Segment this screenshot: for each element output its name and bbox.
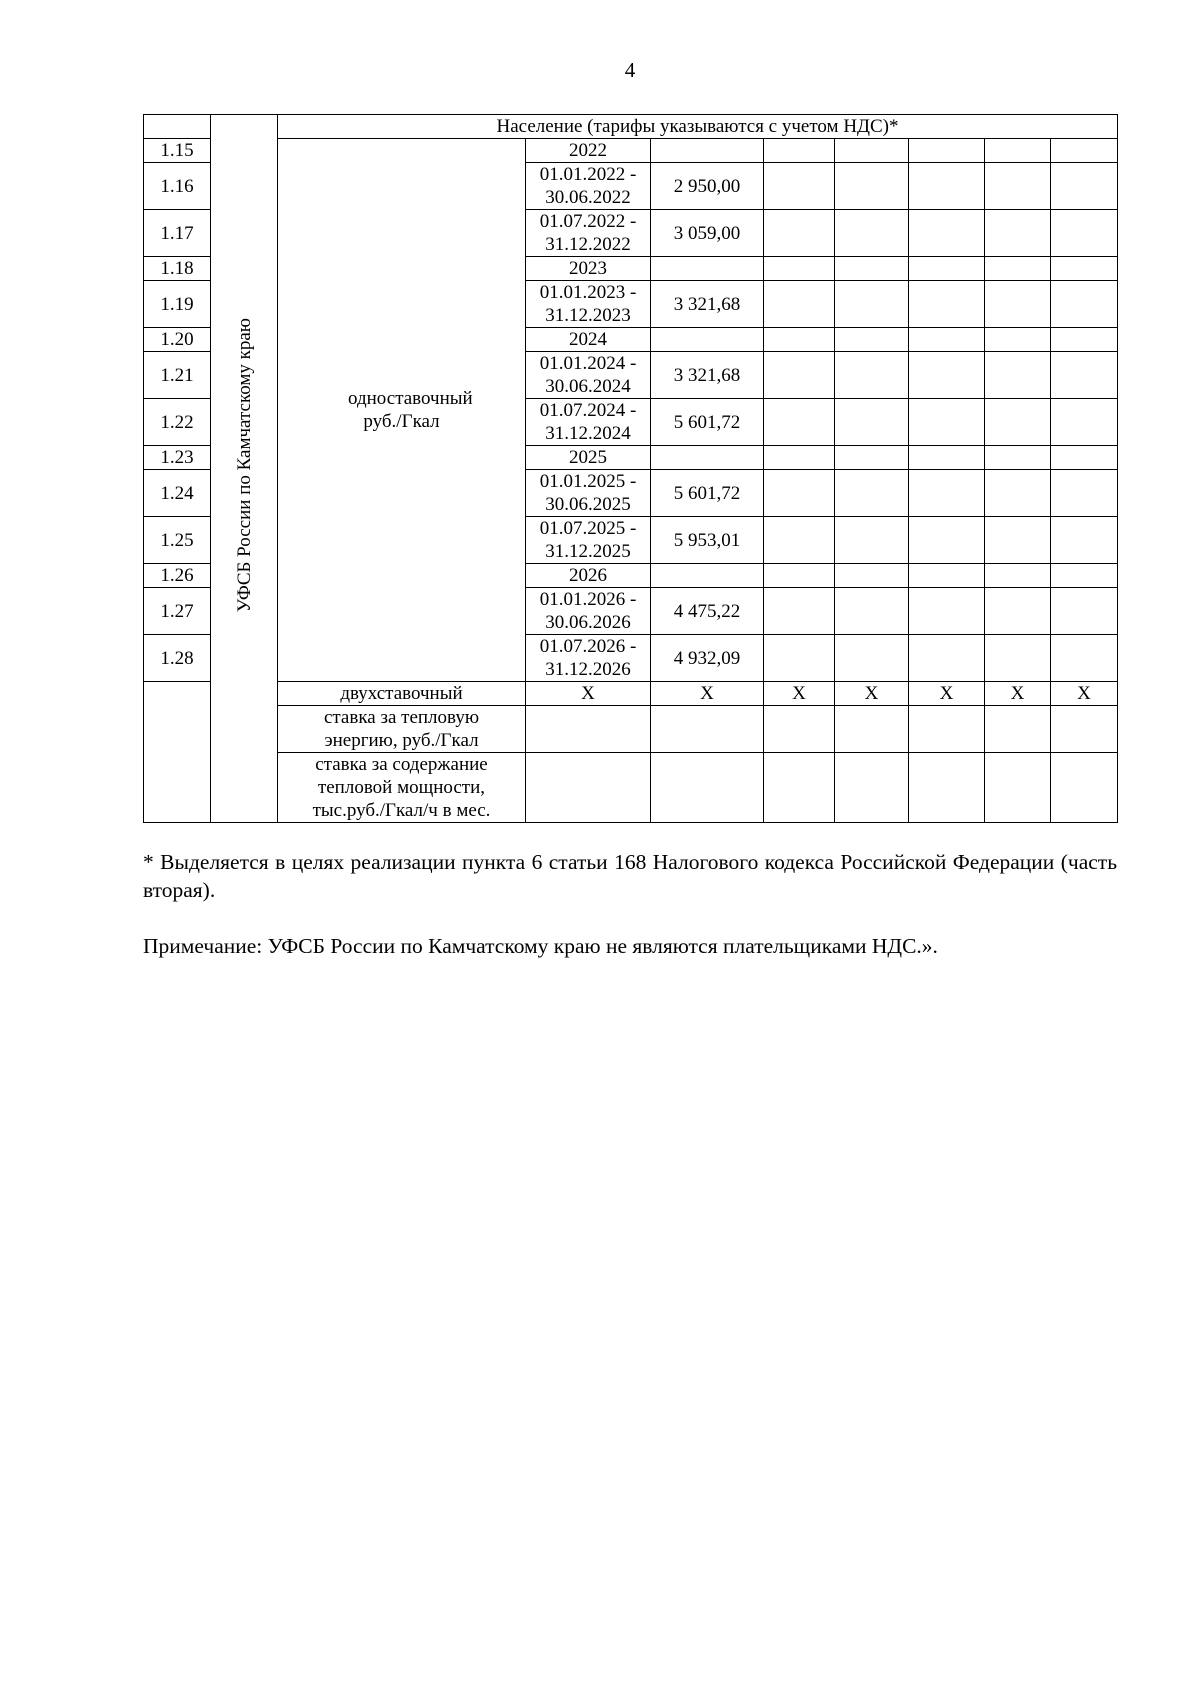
empty-cell (835, 163, 909, 210)
tariff-value: 3 321,68 (651, 281, 764, 328)
row-number: 1.18 (144, 257, 211, 281)
empty-cell (764, 163, 835, 210)
empty-cell (526, 753, 651, 823)
row-number: 1.19 (144, 281, 211, 328)
period-cell: 01.07.2026 - 31.12.2026 (526, 635, 651, 682)
empty-cell (909, 163, 985, 210)
empty-cell (1051, 139, 1118, 163)
empty-cell (835, 352, 909, 399)
empty-cell (651, 706, 764, 753)
tariff-table (143, 114, 1118, 823)
empty-cell (835, 257, 909, 281)
empty-cell (1051, 635, 1118, 682)
tariff-value: 4 932,09 (651, 635, 764, 682)
empty-cell (909, 753, 985, 823)
tariff-value (651, 328, 764, 352)
empty-cell (1051, 588, 1118, 635)
empty-cell (764, 257, 835, 281)
tariff-value: 5 601,72 (651, 470, 764, 517)
empty-cell (835, 588, 909, 635)
empty-num-cell (144, 115, 211, 139)
period-cell: 01.07.2025 - 31.12.2025 (526, 517, 651, 564)
period-cell: 2025 (526, 446, 651, 470)
empty-cell (1051, 352, 1118, 399)
empty-cell (764, 588, 835, 635)
section-header: Население (тарифы указываются с учетом НДС)* (278, 115, 1118, 139)
empty-cell (835, 564, 909, 588)
empty-cell (764, 352, 835, 399)
empty-cell (764, 706, 835, 753)
two-rate-row (144, 682, 1118, 706)
period-cell: 2023 (526, 257, 651, 281)
energy-rate-label: ставка за тепловую энергию, руб./Гкал (278, 706, 526, 753)
empty-cell (835, 328, 909, 352)
x-mark: X (526, 682, 651, 706)
org-label: УФСБ России по Камчатскому краю (233, 318, 255, 613)
empty-cell (985, 328, 1051, 352)
empty-cell (985, 588, 1051, 635)
empty-cell (909, 139, 985, 163)
period-cell: 2022 (526, 139, 651, 163)
empty-cell (1051, 470, 1118, 517)
period-cell: 2026 (526, 564, 651, 588)
period-cell: 01.01.2022 - 30.06.2022 (526, 163, 651, 210)
tariff-value (651, 446, 764, 470)
section-header-row (144, 115, 1118, 139)
empty-cell (985, 564, 1051, 588)
row-number: 1.23 (144, 446, 211, 470)
empty-cell (985, 517, 1051, 564)
period-cell: 01.01.2024 - 30.06.2024 (526, 352, 651, 399)
period-cell: 01.01.2025 - 30.06.2025 (526, 470, 651, 517)
empty-cell (1051, 517, 1118, 564)
capacity-rate-row (144, 753, 1118, 823)
footnote: * Выделяется в целях реализации пункта 6 статьи 168 Налогового кодекса Российской Федерации (часть вторая). (143, 850, 1117, 902)
single-rate-label: одноставочный руб./Гкал (278, 139, 526, 682)
empty-cell (985, 399, 1051, 446)
empty-cell (909, 564, 985, 588)
x-mark: X (1051, 682, 1118, 706)
x-mark: X (835, 682, 909, 706)
empty-num-cell (144, 682, 211, 823)
empty-cell (764, 139, 835, 163)
empty-cell (1051, 753, 1118, 823)
empty-cell (985, 446, 1051, 470)
row-number: 1.16 (144, 163, 211, 210)
tariff-value: 3 059,00 (651, 210, 764, 257)
empty-cell (909, 257, 985, 281)
empty-cell (1051, 281, 1118, 328)
empty-cell (1051, 446, 1118, 470)
empty-cell (835, 470, 909, 517)
empty-cell (985, 753, 1051, 823)
empty-cell (1051, 399, 1118, 446)
empty-cell (1051, 257, 1118, 281)
empty-cell (909, 588, 985, 635)
empty-cell (985, 163, 1051, 210)
empty-cell (1051, 163, 1118, 210)
empty-cell (1051, 564, 1118, 588)
x-mark: X (651, 682, 764, 706)
period-cell: 01.01.2023 - 31.12.2023 (526, 281, 651, 328)
row-number: 1.17 (144, 210, 211, 257)
empty-cell (835, 139, 909, 163)
empty-cell (835, 753, 909, 823)
empty-cell (764, 753, 835, 823)
tariff-value (651, 257, 764, 281)
empty-cell (985, 706, 1051, 753)
empty-cell (835, 635, 909, 682)
x-mark: X (764, 682, 835, 706)
empty-cell (985, 281, 1051, 328)
empty-cell (835, 281, 909, 328)
period-cell: 01.07.2024 - 31.12.2024 (526, 399, 651, 446)
empty-cell (764, 564, 835, 588)
row-number: 1.28 (144, 635, 211, 682)
empty-cell (909, 328, 985, 352)
empty-cell (985, 470, 1051, 517)
empty-cell (909, 352, 985, 399)
row-number: 1.21 (144, 352, 211, 399)
empty-cell (1051, 328, 1118, 352)
empty-cell (985, 139, 1051, 163)
org-cell (211, 115, 278, 823)
empty-cell (909, 470, 985, 517)
empty-cell (764, 210, 835, 257)
period-cell: 01.01.2026 - 30.06.2026 (526, 588, 651, 635)
empty-cell (985, 210, 1051, 257)
tariff-value: 2 950,00 (651, 163, 764, 210)
period-cell: 01.07.2022 - 31.12.2022 (526, 210, 651, 257)
x-mark: X (909, 682, 985, 706)
two-rate-label: двухставочный (278, 682, 526, 706)
tariff-value: 3 321,68 (651, 352, 764, 399)
empty-cell (835, 210, 909, 257)
empty-cell (764, 470, 835, 517)
tariff-value: 5 953,01 (651, 517, 764, 564)
empty-cell (909, 706, 985, 753)
capacity-rate-label: ставка за содержание тепловой мощности, тыс.руб./Гкал/ч в мес. (278, 753, 526, 823)
tariff-value (651, 139, 764, 163)
row-number: 1.25 (144, 517, 211, 564)
period-cell: 2024 (526, 328, 651, 352)
empty-cell (526, 706, 651, 753)
empty-cell (985, 635, 1051, 682)
empty-cell (764, 517, 835, 564)
tariff-value (651, 564, 764, 588)
tariff-value: 5 601,72 (651, 399, 764, 446)
empty-cell (764, 281, 835, 328)
empty-cell (909, 635, 985, 682)
empty-cell (764, 635, 835, 682)
empty-cell (909, 517, 985, 564)
empty-cell (909, 399, 985, 446)
energy-rate-row (144, 706, 1118, 753)
table-row (144, 139, 1118, 163)
empty-cell (985, 257, 1051, 281)
row-number: 1.24 (144, 470, 211, 517)
empty-cell (835, 399, 909, 446)
empty-cell (909, 210, 985, 257)
empty-cell (835, 446, 909, 470)
empty-cell (764, 399, 835, 446)
row-number: 1.22 (144, 399, 211, 446)
empty-cell (909, 281, 985, 328)
row-number: 1.15 (144, 139, 211, 163)
empty-cell (764, 446, 835, 470)
empty-cell (985, 352, 1051, 399)
x-mark: X (985, 682, 1051, 706)
empty-cell (835, 706, 909, 753)
page-number: 4 (624, 58, 636, 82)
empty-cell (1051, 706, 1118, 753)
tariff-value: 4 475,22 (651, 588, 764, 635)
row-number: 1.27 (144, 588, 211, 635)
row-number: 1.26 (144, 564, 211, 588)
empty-cell (835, 517, 909, 564)
empty-cell (764, 328, 835, 352)
empty-cell (1051, 210, 1118, 257)
empty-cell (651, 753, 764, 823)
note: Примечание: УФСБ России по Камчатскому краю не являются плательщиками НДС.». (143, 934, 938, 958)
row-number: 1.20 (144, 328, 211, 352)
empty-cell (909, 446, 985, 470)
